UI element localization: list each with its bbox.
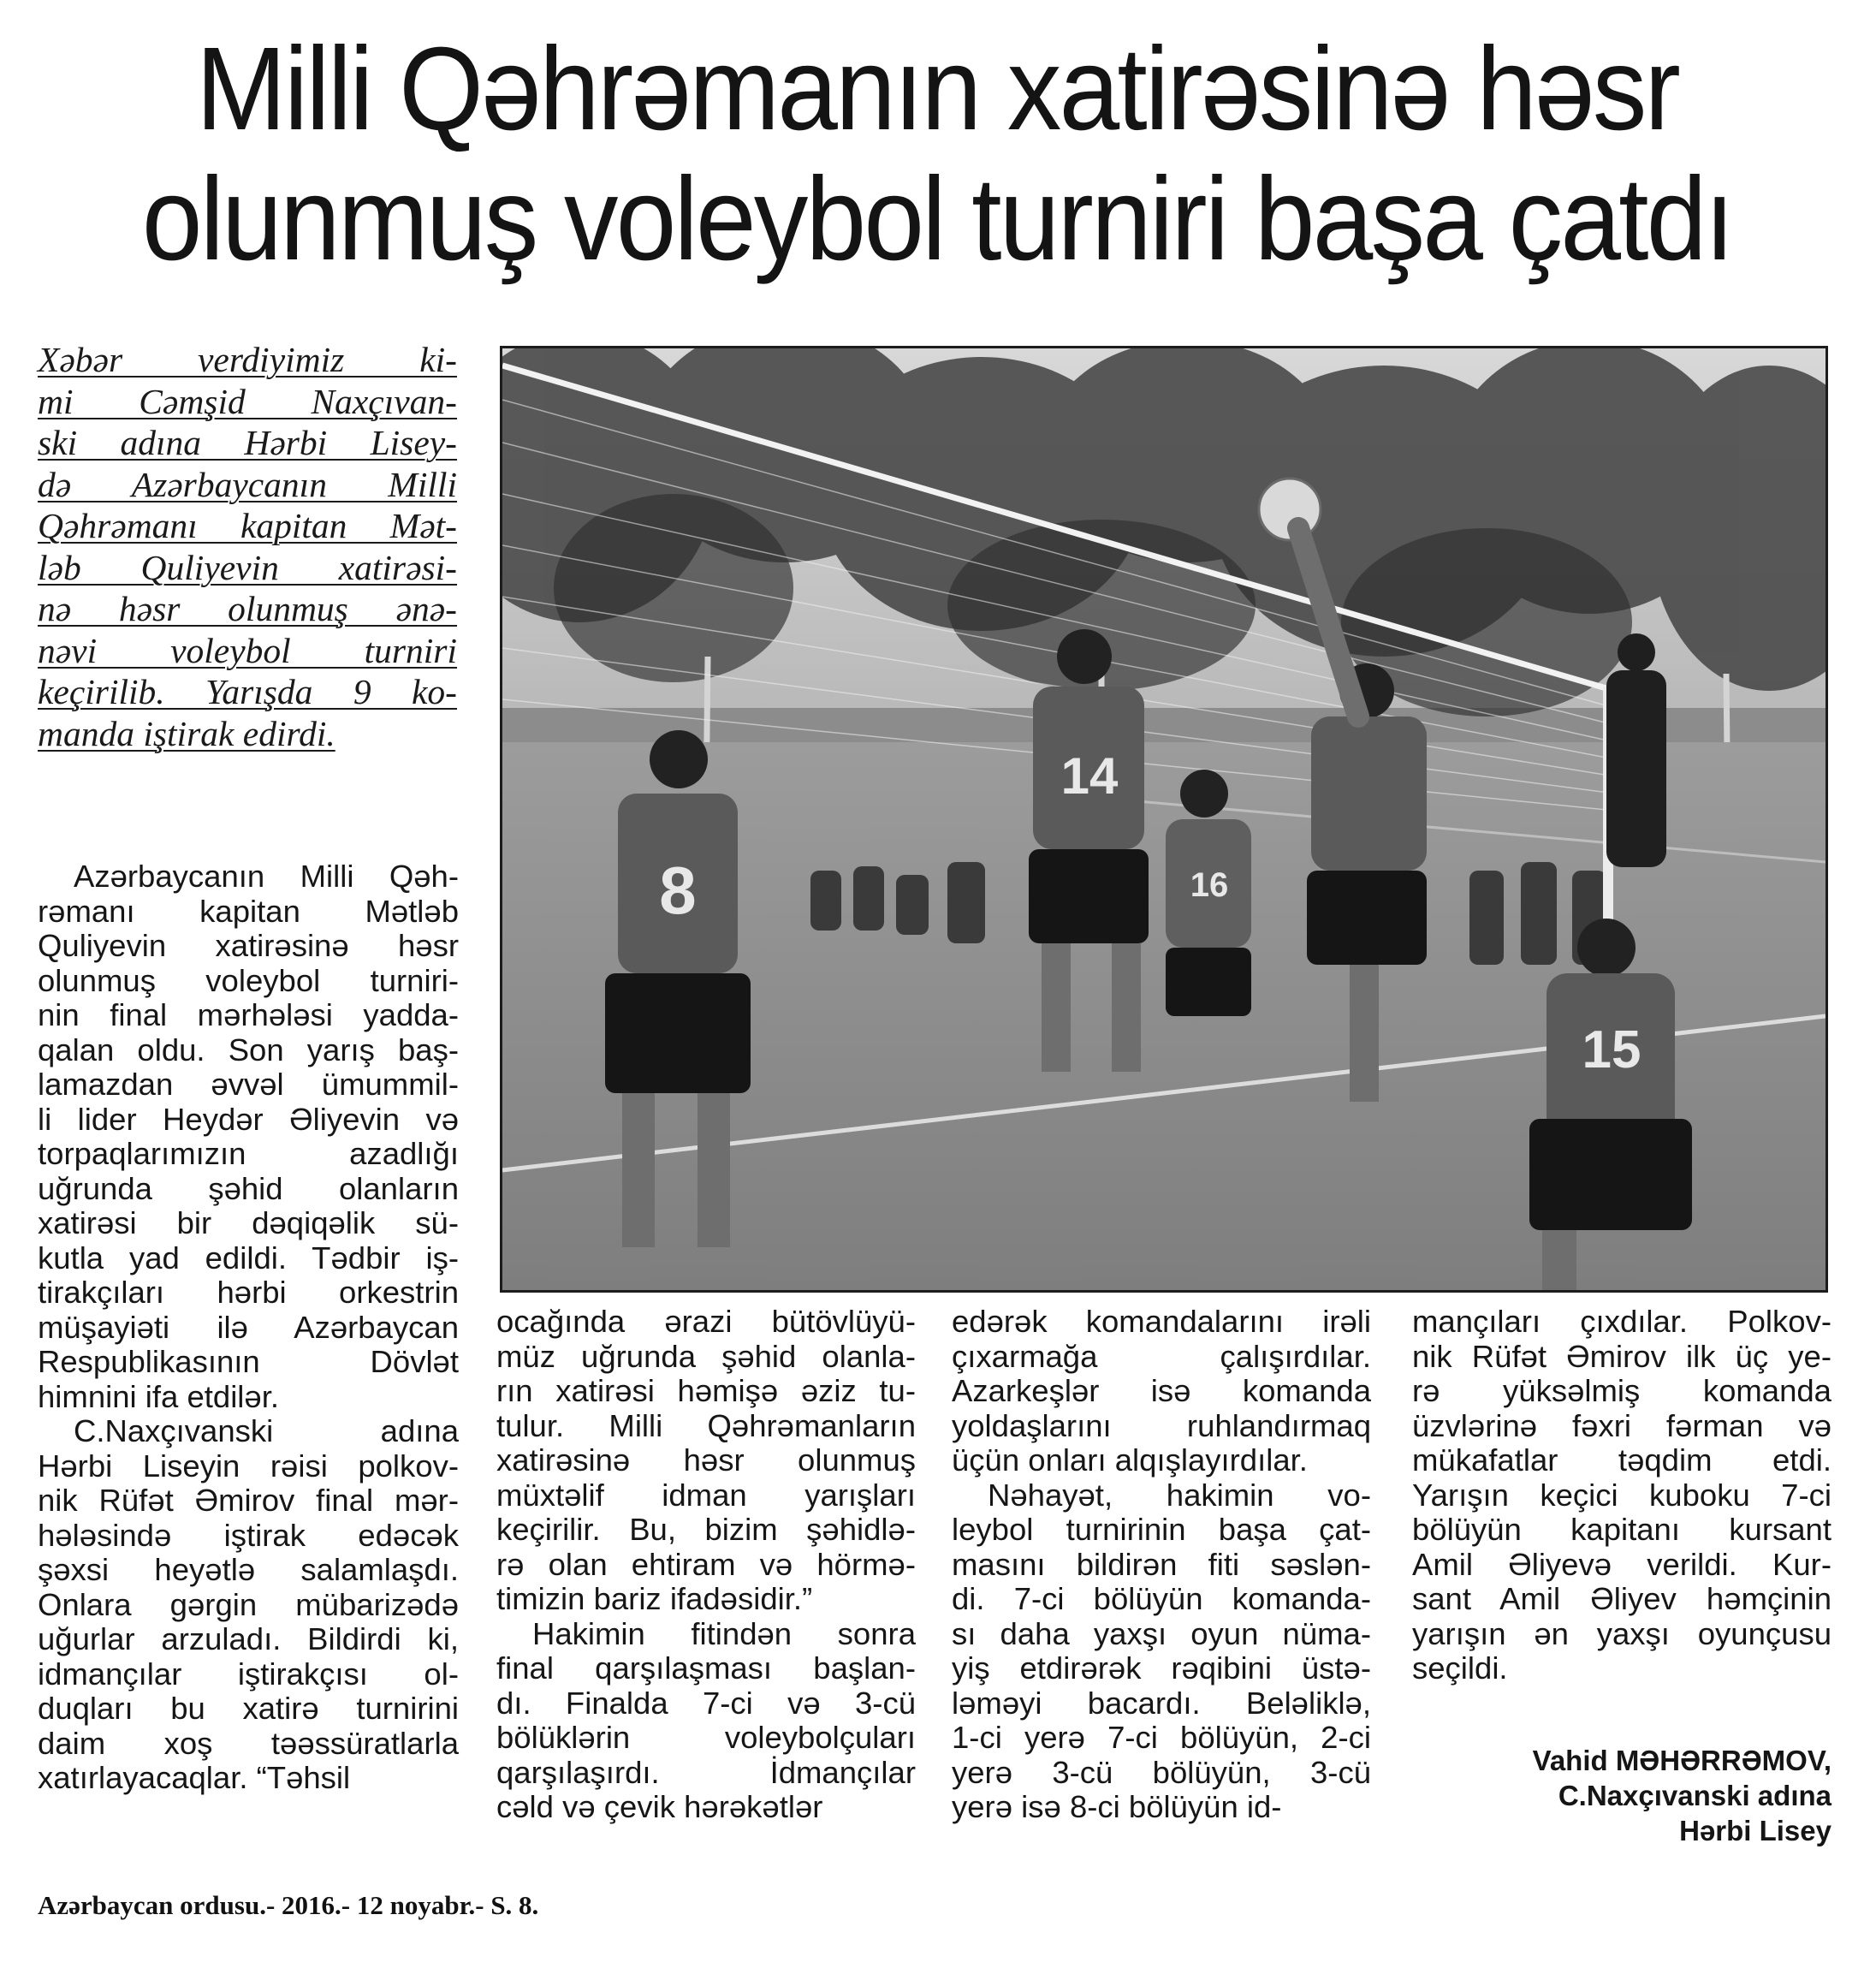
text-line: leybol turnirinin başa çat- bbox=[952, 1512, 1371, 1547]
text-line: seçildi. bbox=[1412, 1650, 1508, 1686]
text-line: duqları bu xatirə turnirini bbox=[38, 1691, 459, 1726]
text-line: qarşılaşırdı. İdmançılar bbox=[496, 1754, 916, 1790]
text-line: xatirəsinə həsr olunmuş bbox=[496, 1442, 916, 1478]
text-line: qalan oldu. Son yarış baş- bbox=[38, 1032, 459, 1067]
text-line: lamazdan əvvəl ümummil- bbox=[38, 1067, 459, 1102]
text-line: sı daha yaxşı oyun nüma- bbox=[952, 1615, 1371, 1651]
column-1 bbox=[38, 859, 459, 1796]
text-line: üzvlərinə fəxri fərman və bbox=[1412, 1407, 1831, 1443]
lead-line: ski adına Hərbi Lisey- bbox=[38, 423, 457, 462]
text-line: nik Rüfət Əmirov ilk üç ye- bbox=[1412, 1338, 1831, 1374]
lead-line: manda iştirak edirdi. bbox=[38, 713, 335, 753]
text-line: mükafatlar təqdim etdi. bbox=[1412, 1442, 1831, 1478]
text-line: di. 7-ci bölüyün komanda- bbox=[952, 1581, 1371, 1616]
text-line: keçirilir. Bu, bizim şəhidlə- bbox=[496, 1512, 916, 1547]
text-line: yiş etdirərək rəqibini üstə- bbox=[952, 1650, 1371, 1686]
text-line: Hakimin fitindən sonra bbox=[532, 1615, 916, 1651]
text-line: mançıları çıxdılar. Polkov- bbox=[1412, 1304, 1831, 1339]
text-line: üçün onları alqışlayırdılar. bbox=[952, 1442, 1308, 1478]
byline bbox=[1369, 1743, 1831, 1848]
text-line: rə yüksəlmiş komanda bbox=[1412, 1373, 1831, 1408]
text-line: 1-ci yerə 7-ci bölüyün, 2-ci bbox=[952, 1720, 1371, 1755]
text-line: nik Rüfət Əmirov final mər- bbox=[38, 1483, 459, 1518]
text-line: rə olan ehtiram və hörmə- bbox=[496, 1546, 916, 1582]
jersey-number: 16 bbox=[1190, 866, 1229, 904]
lead-line: mi Cəmşid Naxçıvan- bbox=[38, 381, 457, 421]
text-line: çıxarmağa çalışırdılar. bbox=[952, 1338, 1371, 1374]
text-line: final qarşılaşması başlan- bbox=[496, 1650, 916, 1686]
text-line: Hərbi Liseyin rəisi polkov- bbox=[38, 1448, 459, 1484]
text-line: Azarkeşlər isə komanda bbox=[952, 1373, 1371, 1408]
text-line: hələsində iştirak edəcək bbox=[38, 1517, 459, 1553]
text-line: olunmuş voleybol turniri- bbox=[38, 962, 459, 998]
text-line: timizin bariz ifadəsidir.” bbox=[496, 1581, 813, 1616]
jersey-number: 15 bbox=[1582, 1020, 1642, 1079]
text-line: müz uğrunda şəhid olanla- bbox=[496, 1338, 916, 1374]
text-line: şəxsi heyətlə salamlaşdı. bbox=[38, 1552, 459, 1587]
text-line: rəmanı kapitan Mətləb bbox=[38, 893, 459, 929]
text-line: ləməyi bacardı. Beləliklə, bbox=[952, 1685, 1371, 1721]
headline bbox=[122, 24, 1752, 284]
text-line: müşayiəti ilə Azərbaycan bbox=[38, 1309, 459, 1345]
text-line: nin final mərhələsi yadda- bbox=[38, 997, 459, 1032]
byline-author: Vahid MƏHƏRRƏMOV, bbox=[1532, 1745, 1831, 1776]
text-line: Nəhayət, hakimin vo- bbox=[988, 1477, 1371, 1513]
text-line: rın xatirəsi həmişə əziz tu- bbox=[496, 1373, 916, 1408]
text-line: bölüklərin voleybolçuları bbox=[496, 1720, 916, 1755]
headline-line-2: olunmuş voleybol turniri başa çatdı bbox=[141, 153, 1733, 285]
text-line: cəld və çevik hərəkətlər bbox=[496, 1789, 823, 1824]
jersey-number: 8 bbox=[659, 853, 697, 928]
lead-line: keçirilib. Yarışda 9 ko- bbox=[38, 672, 457, 711]
lead-paragraph bbox=[38, 339, 457, 754]
byline-affiliation-2: Hərbi Lisey bbox=[1679, 1815, 1831, 1846]
lead-line: Qəhrəmanı kapitan Mət- bbox=[38, 506, 457, 545]
text-line: ocağında ərazi bütövlüyü- bbox=[496, 1304, 916, 1339]
column-2 bbox=[496, 1305, 916, 1825]
text-line: bölüyün kapitanı kursant bbox=[1412, 1512, 1831, 1547]
text-line: Onlara gərgin mübarizədə bbox=[38, 1586, 459, 1622]
column-3 bbox=[952, 1305, 1371, 1825]
text-line: dı. Finalda 7-ci və 3-cü bbox=[496, 1685, 916, 1721]
jersey-number: 14 bbox=[1060, 747, 1119, 805]
text-line: Amil Əliyevə verildi. Kur- bbox=[1412, 1546, 1831, 1582]
byline-affiliation-1: C.Naxçıvanski adına bbox=[1558, 1780, 1831, 1811]
text-line: xatirəsi bir dəqiqəlik sü- bbox=[38, 1205, 459, 1240]
text-line: sant Amil Əliyev həmçinin bbox=[1412, 1581, 1831, 1616]
source-citation: Azərbaycan ordusu.- 2016.- 12 noyabr.- S. 8. bbox=[38, 1890, 539, 1920]
text-line: masını bildirən fiti səslən- bbox=[952, 1546, 1371, 1582]
text-line: Azərbaycanın Milli Qəh- bbox=[74, 859, 459, 894]
text-line: li lider Heydər Əliyevin və bbox=[38, 1101, 459, 1137]
text-line: edərək komandalarını irəli bbox=[952, 1304, 1371, 1339]
lead-line: də Azərbaycanın Milli bbox=[38, 464, 457, 504]
text-line: C.Naxçıvanski adına bbox=[74, 1413, 459, 1448]
text-line: torpaqlarımızın azadlığı bbox=[38, 1136, 459, 1171]
headline-line-1: Milli Qəhrəmanın xatirəsinə həsr bbox=[195, 23, 1679, 155]
text-line: idmançılar iştirakçısı ol- bbox=[38, 1656, 459, 1692]
text-line: yerə 3-cü bölüyün, 3-cü bbox=[952, 1754, 1371, 1790]
text-line: Quliyevin xatirəsinə həsr bbox=[38, 928, 459, 963]
lead-line: Xəbər verdiyimiz ki- bbox=[38, 340, 457, 379]
column-4 bbox=[1412, 1305, 1831, 1686]
text-line: müxtəlif idman yarışları bbox=[496, 1477, 916, 1513]
text-line: yoldaşlarını ruhlandırmaq bbox=[952, 1407, 1371, 1443]
text-line: Yarışın keçici kuboku 7-ci bbox=[1412, 1477, 1831, 1513]
text-line: daim xoş təəssüratlarla bbox=[38, 1725, 459, 1761]
text-line: kutla yad edildi. Tədbir iş- bbox=[38, 1240, 459, 1275]
volleyball-photo bbox=[500, 346, 1828, 1293]
text-line: yerə isə 8-ci bölüyün id- bbox=[952, 1789, 1282, 1824]
lead-line: nə həsr olunmuş ənə- bbox=[38, 589, 457, 628]
text-line: uğrunda şəhid olanların bbox=[38, 1170, 459, 1206]
text-line: tulur. Milli Qəhrəmanların bbox=[496, 1407, 916, 1443]
text-line: himnini ifa etdilər. bbox=[38, 1378, 280, 1414]
lead-line: nəvi voleybol turniri bbox=[38, 630, 457, 670]
text-line: Respublikasının Dövlət bbox=[38, 1344, 459, 1379]
text-line: yarışın ən yaxşı oyunçusu bbox=[1412, 1615, 1831, 1651]
lead-line: ləb Quliyevin xatirəsi- bbox=[38, 547, 457, 587]
text-line: xatırlayacaqlar. “Təhsil bbox=[38, 1760, 351, 1795]
text-line: tirakçıları hərbi orkestrin bbox=[38, 1275, 459, 1310]
text-line: uğurlar arzuladı. Bildirdi ki, bbox=[38, 1621, 459, 1656]
